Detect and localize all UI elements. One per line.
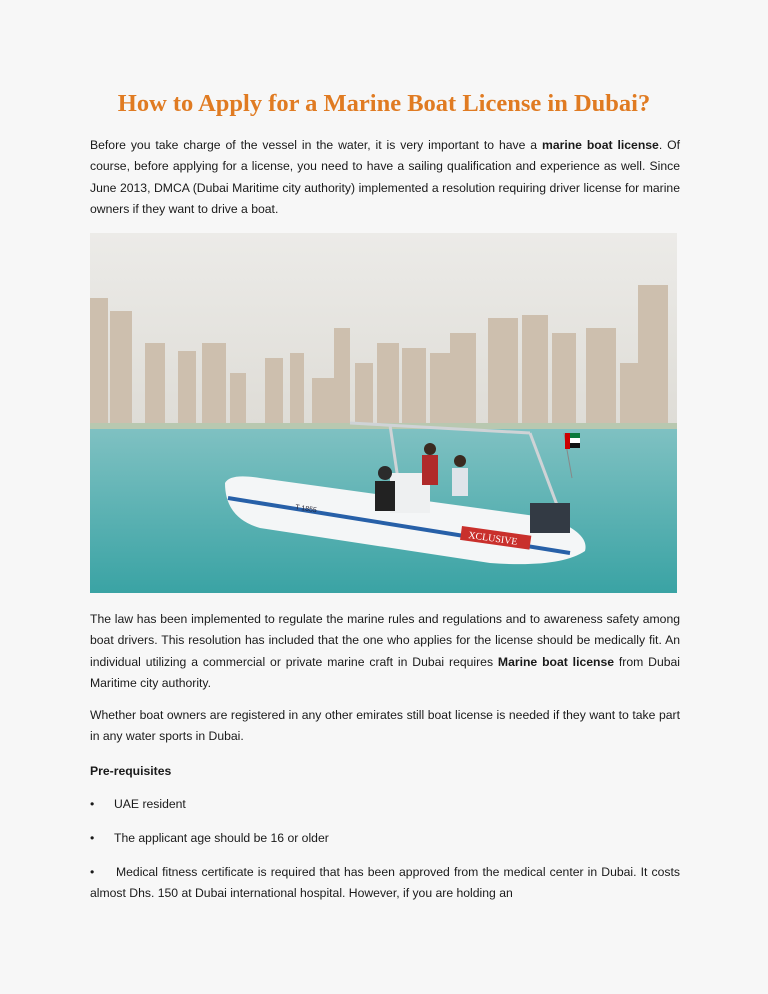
boat-branding: XCLUSIVE <box>467 530 519 548</box>
page-title: How to Apply for a Marine Boat License in Dubai? <box>117 90 651 117</box>
bullet-icon: • <box>90 865 95 879</box>
list-item: • UAE resident <box>90 794 680 815</box>
law-bold-term: Marine boat license <box>497 654 615 669</box>
law-text: The law has been implemented to regulate the marine rules and regulations and to awareness safety among boat drivers. This resolution has included that the one who applies for the license should be medically fit. An individual utilizing a commercial or private marine craft in Dubai requires <box>90 612 680 669</box>
list-item: • The applicant age should be 16 or older <box>90 828 680 849</box>
boat-photo <box>90 233 677 593</box>
bullet-icon: • <box>90 797 95 811</box>
bullet-icon: • <box>90 831 95 845</box>
list-item: • Medical fitness certificate is required that has been approved from the medical center in Dubai. It costs almost Dhs. 150 at Dubai international hospital. However, if you are holding an <box>90 862 680 905</box>
law-paragraph <box>90 609 680 695</box>
hull-number: T 1855 <box>294 504 318 515</box>
intro-paragraph <box>90 135 680 221</box>
emirates-paragraph: Whether boat owners are registered in any other emirates still boat license is needed if they want to take part in any water sports in Dubai. <box>90 708 680 744</box>
intro-text: Before you take charge of the vessel in the water, it is very important to have a <box>90 138 542 152</box>
intro-bold-term: marine boat license <box>541 138 659 152</box>
prerequisites-heading: Pre-requisites <box>90 764 172 778</box>
law-text-2: from Dubai Maritime city authority. <box>90 654 680 691</box>
intro-text-2: . Of course, before applying for a license, you need to have a sailing qualification and experience as well. Since June 2013, DMCA (Dubai Maritime city authority) implemented a resolution requiring driver license for marine owners if they want to drive a boat. <box>90 138 680 217</box>
